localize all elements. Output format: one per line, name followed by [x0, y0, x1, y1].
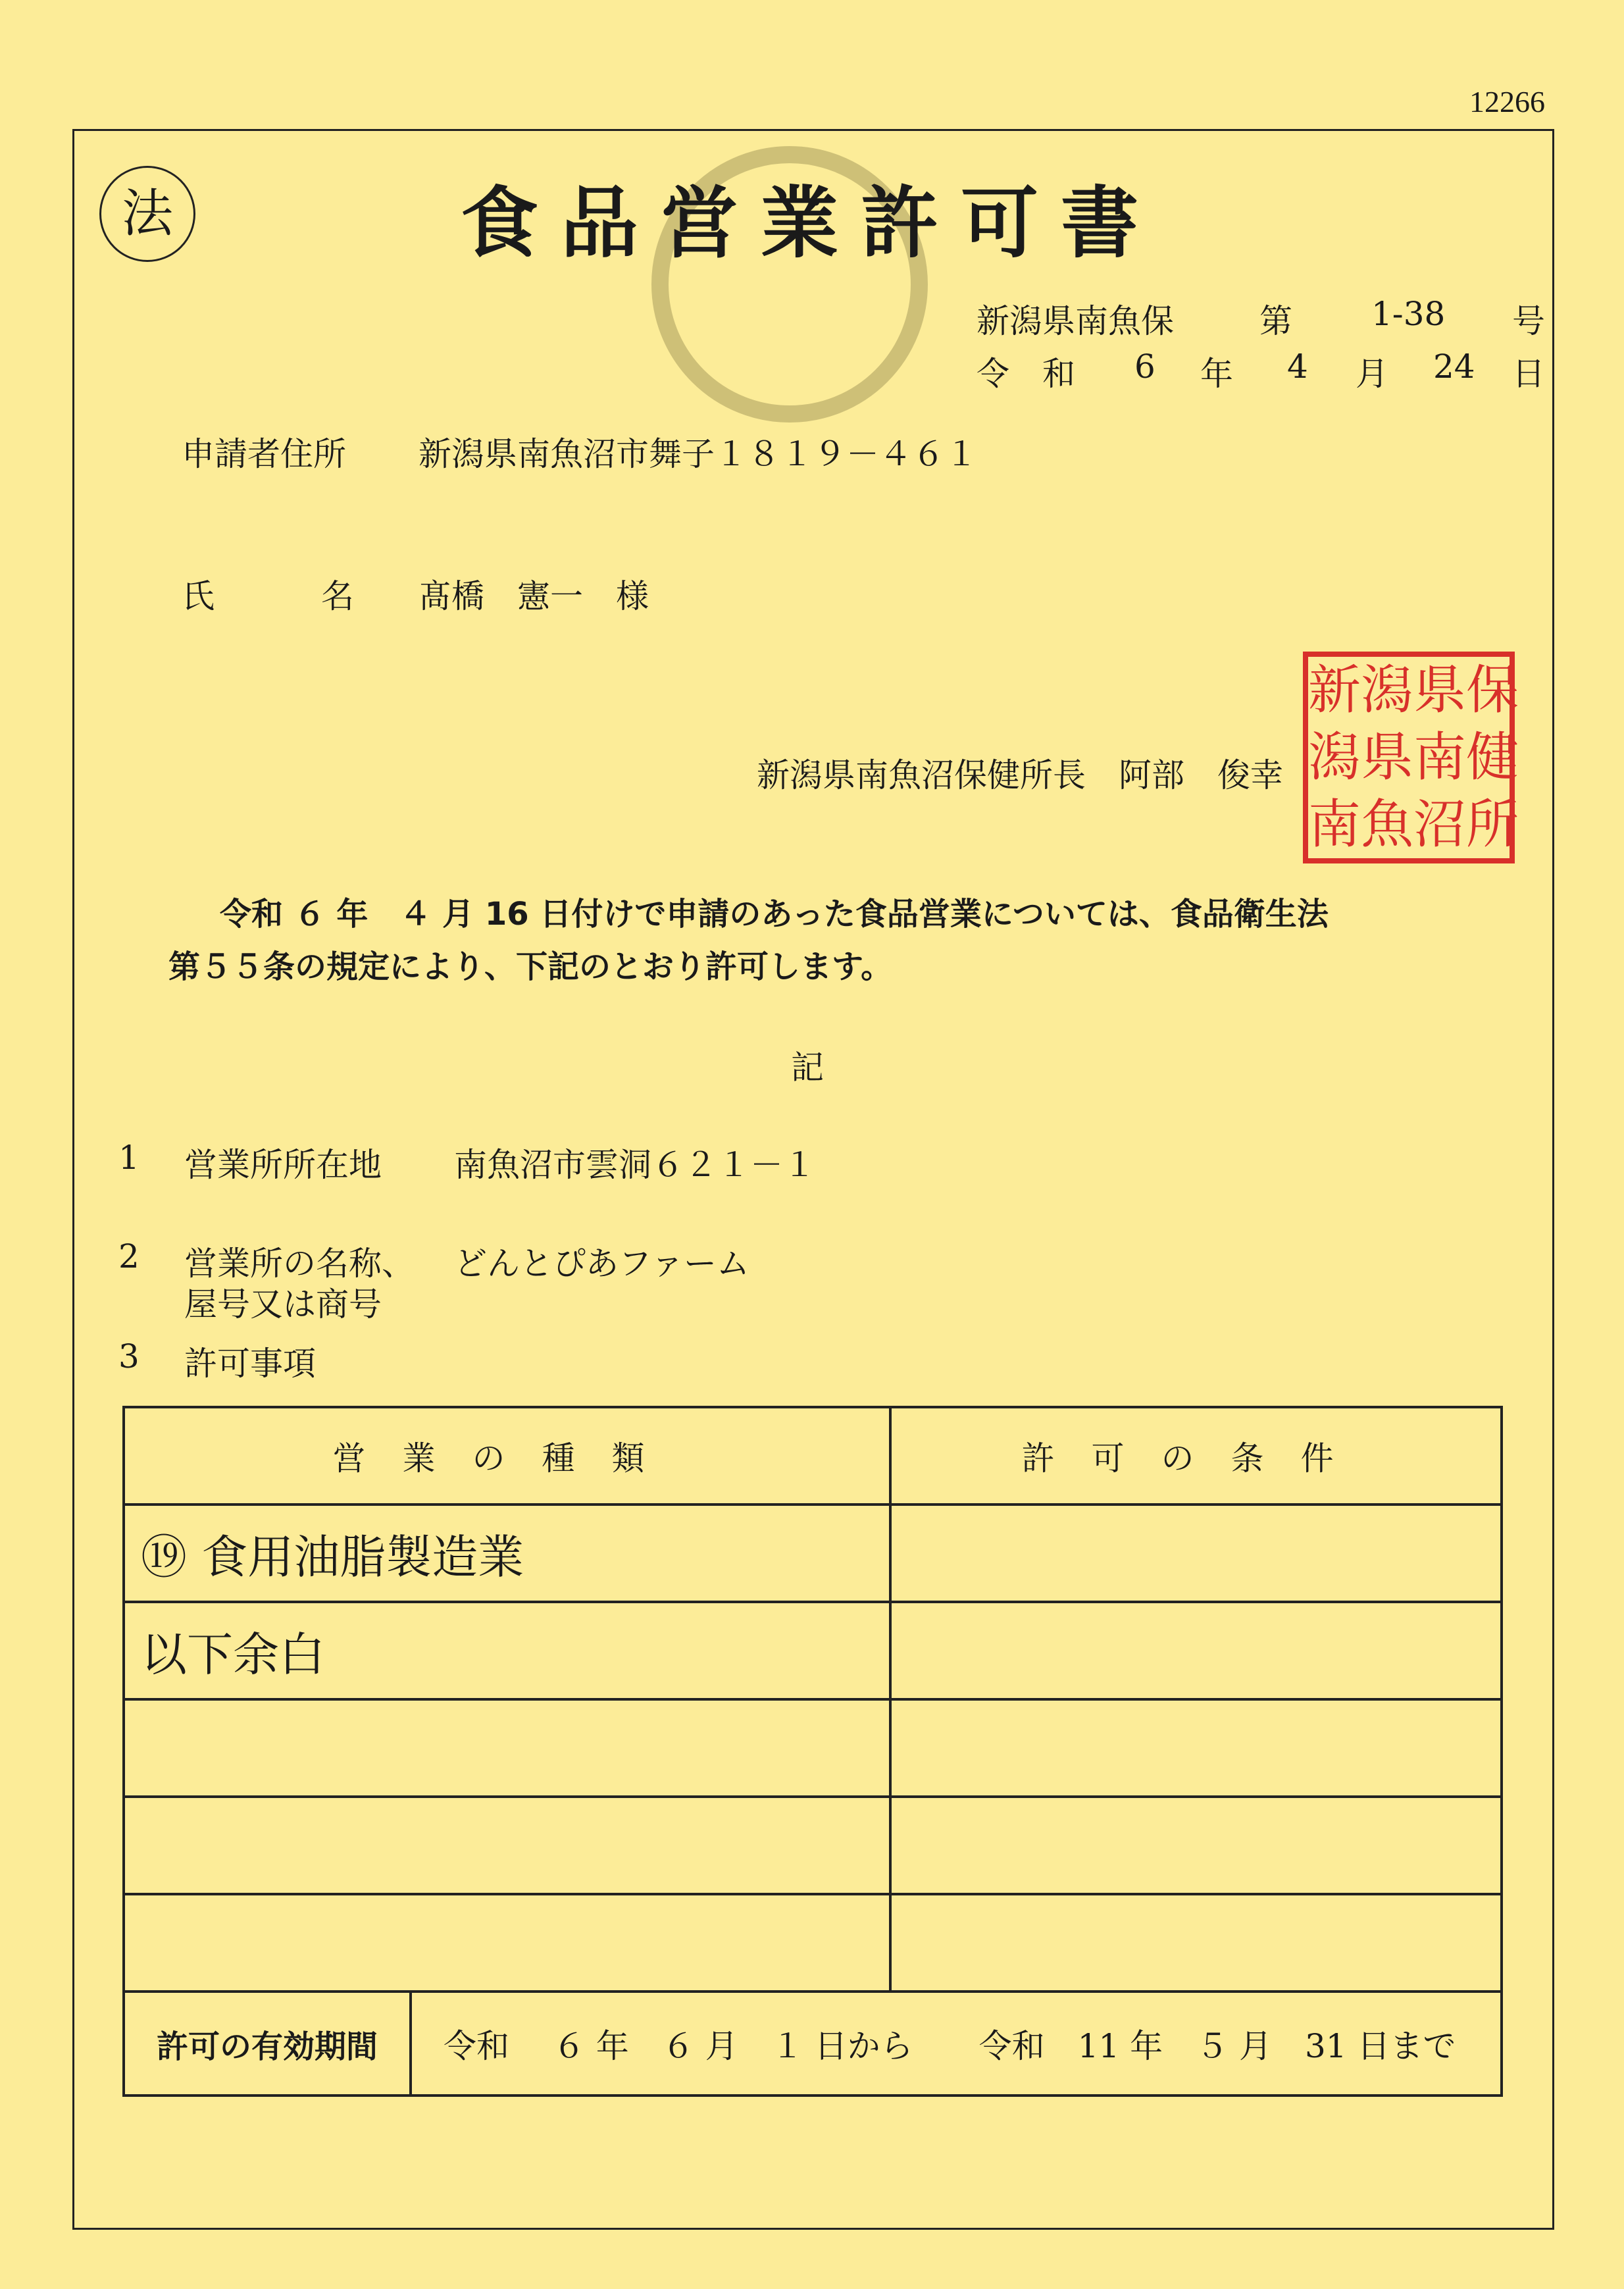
- header-permit-conditions: 許可の条件: [890, 1407, 1502, 1505]
- item-number: 3: [118, 1337, 140, 1376]
- seal-char: 南: [1308, 794, 1361, 855]
- applicant-name-label-2: 名: [321, 577, 354, 615]
- business-type-cell: [124, 1699, 890, 1797]
- permit-number-dai: 第: [1259, 302, 1292, 340]
- item-number: 2: [118, 1237, 140, 1275]
- issue-date-month: 4: [1287, 347, 1308, 386]
- validity-period: 令和 ６ 年 ６ 月 １ 日から 令和 11 年 ５ 月 31 日まで: [411, 1992, 1502, 2096]
- seal-char: 潟: [1361, 659, 1413, 721]
- item-value-business-name: どんとぴあファーム: [454, 1245, 749, 1283]
- issue-date-month-unit: 月: [1356, 355, 1388, 393]
- item-label-location: 営業所所在地: [184, 1146, 382, 1184]
- business-type-cell: ⑲ 食用油脂製造業: [124, 1505, 890, 1602]
- issue-date-year: 6: [1134, 347, 1155, 386]
- applicant-address: 新潟県南魚沼市舞子１８１９－４６１: [419, 435, 978, 473]
- issue-date-year-unit: 年: [1200, 355, 1233, 393]
- item-value-location: 南魚沼市雲洞６２１－１: [454, 1146, 816, 1184]
- business-type-cell: [124, 1797, 890, 1894]
- table-header-row: [124, 1407, 1502, 1505]
- permit-number-prefix: 新潟県南魚保: [977, 302, 1174, 340]
- seal-char: 魚: [1361, 794, 1413, 855]
- seal-char: 所: [1466, 794, 1519, 855]
- item-label-business-name-2: 屋号又は商号: [184, 1285, 382, 1324]
- applicant-name: 髙橋 憲一 様: [419, 577, 649, 615]
- condition-cell: [890, 1505, 1502, 1602]
- condition-cell: [890, 1699, 1502, 1797]
- business-type-cell: [124, 1894, 890, 1992]
- item-label-business-name: 営業所の名称、: [184, 1245, 415, 1283]
- seal-char: 保: [1466, 659, 1519, 721]
- seal-char: 新: [1308, 659, 1361, 721]
- declaration-line-1: 令和 ６ 年 ４ 月 16 日付けで申請のあった食品営業については、食品衛生法: [220, 896, 1329, 933]
- seal-char: 県: [1361, 727, 1413, 788]
- validity-label: 許可の有効期間: [124, 1992, 411, 2096]
- applicant-address-label: 申請者住所: [182, 435, 346, 473]
- document-title: 食品営業許可書: [461, 177, 1161, 269]
- document-serial-number: 12266: [1469, 85, 1545, 118]
- permit-number-gou: 号: [1512, 302, 1545, 340]
- table-row: [124, 1505, 1502, 1602]
- ki-heading: 記: [791, 1048, 824, 1087]
- declaration-line-2: 第５５条の規定により、下記のとおり許可します。: [168, 948, 893, 985]
- condition-cell: [890, 1797, 1502, 1894]
- seal-char: 沼: [1413, 794, 1466, 855]
- issue-date-day-unit: 日: [1512, 355, 1545, 393]
- table-row: [124, 1602, 1502, 1699]
- permit-table: [122, 1406, 1503, 1993]
- seal-char: 南: [1413, 727, 1466, 788]
- business-type-cell: 以下余白: [124, 1602, 890, 1699]
- condition-cell: [890, 1894, 1502, 1992]
- seal-char: 県: [1413, 659, 1466, 721]
- table-row: [124, 1699, 1502, 1797]
- official-seal: [1303, 652, 1519, 863]
- permit-number: 1-38: [1371, 295, 1446, 333]
- issue-date-era: 令 和: [977, 355, 1075, 393]
- item-number: 1: [118, 1139, 140, 1177]
- validity-table: [122, 1990, 1503, 2097]
- applicant-name-label-1: 氏: [182, 577, 215, 615]
- seal-char: 健: [1466, 727, 1519, 788]
- item-label-permit-items: 許可事項: [184, 1345, 316, 1383]
- header-business-type: 営業の種類: [124, 1407, 890, 1505]
- seal-char: 潟: [1308, 727, 1361, 788]
- law-mark: 法: [99, 166, 195, 262]
- table-row: [124, 1797, 1502, 1894]
- issue-date-day: 24: [1433, 347, 1475, 386]
- table-row: [124, 1894, 1502, 1992]
- issuer-name: 新潟県南魚沼保健所長 阿部 俊幸: [757, 756, 1283, 794]
- condition-cell: [890, 1602, 1502, 1699]
